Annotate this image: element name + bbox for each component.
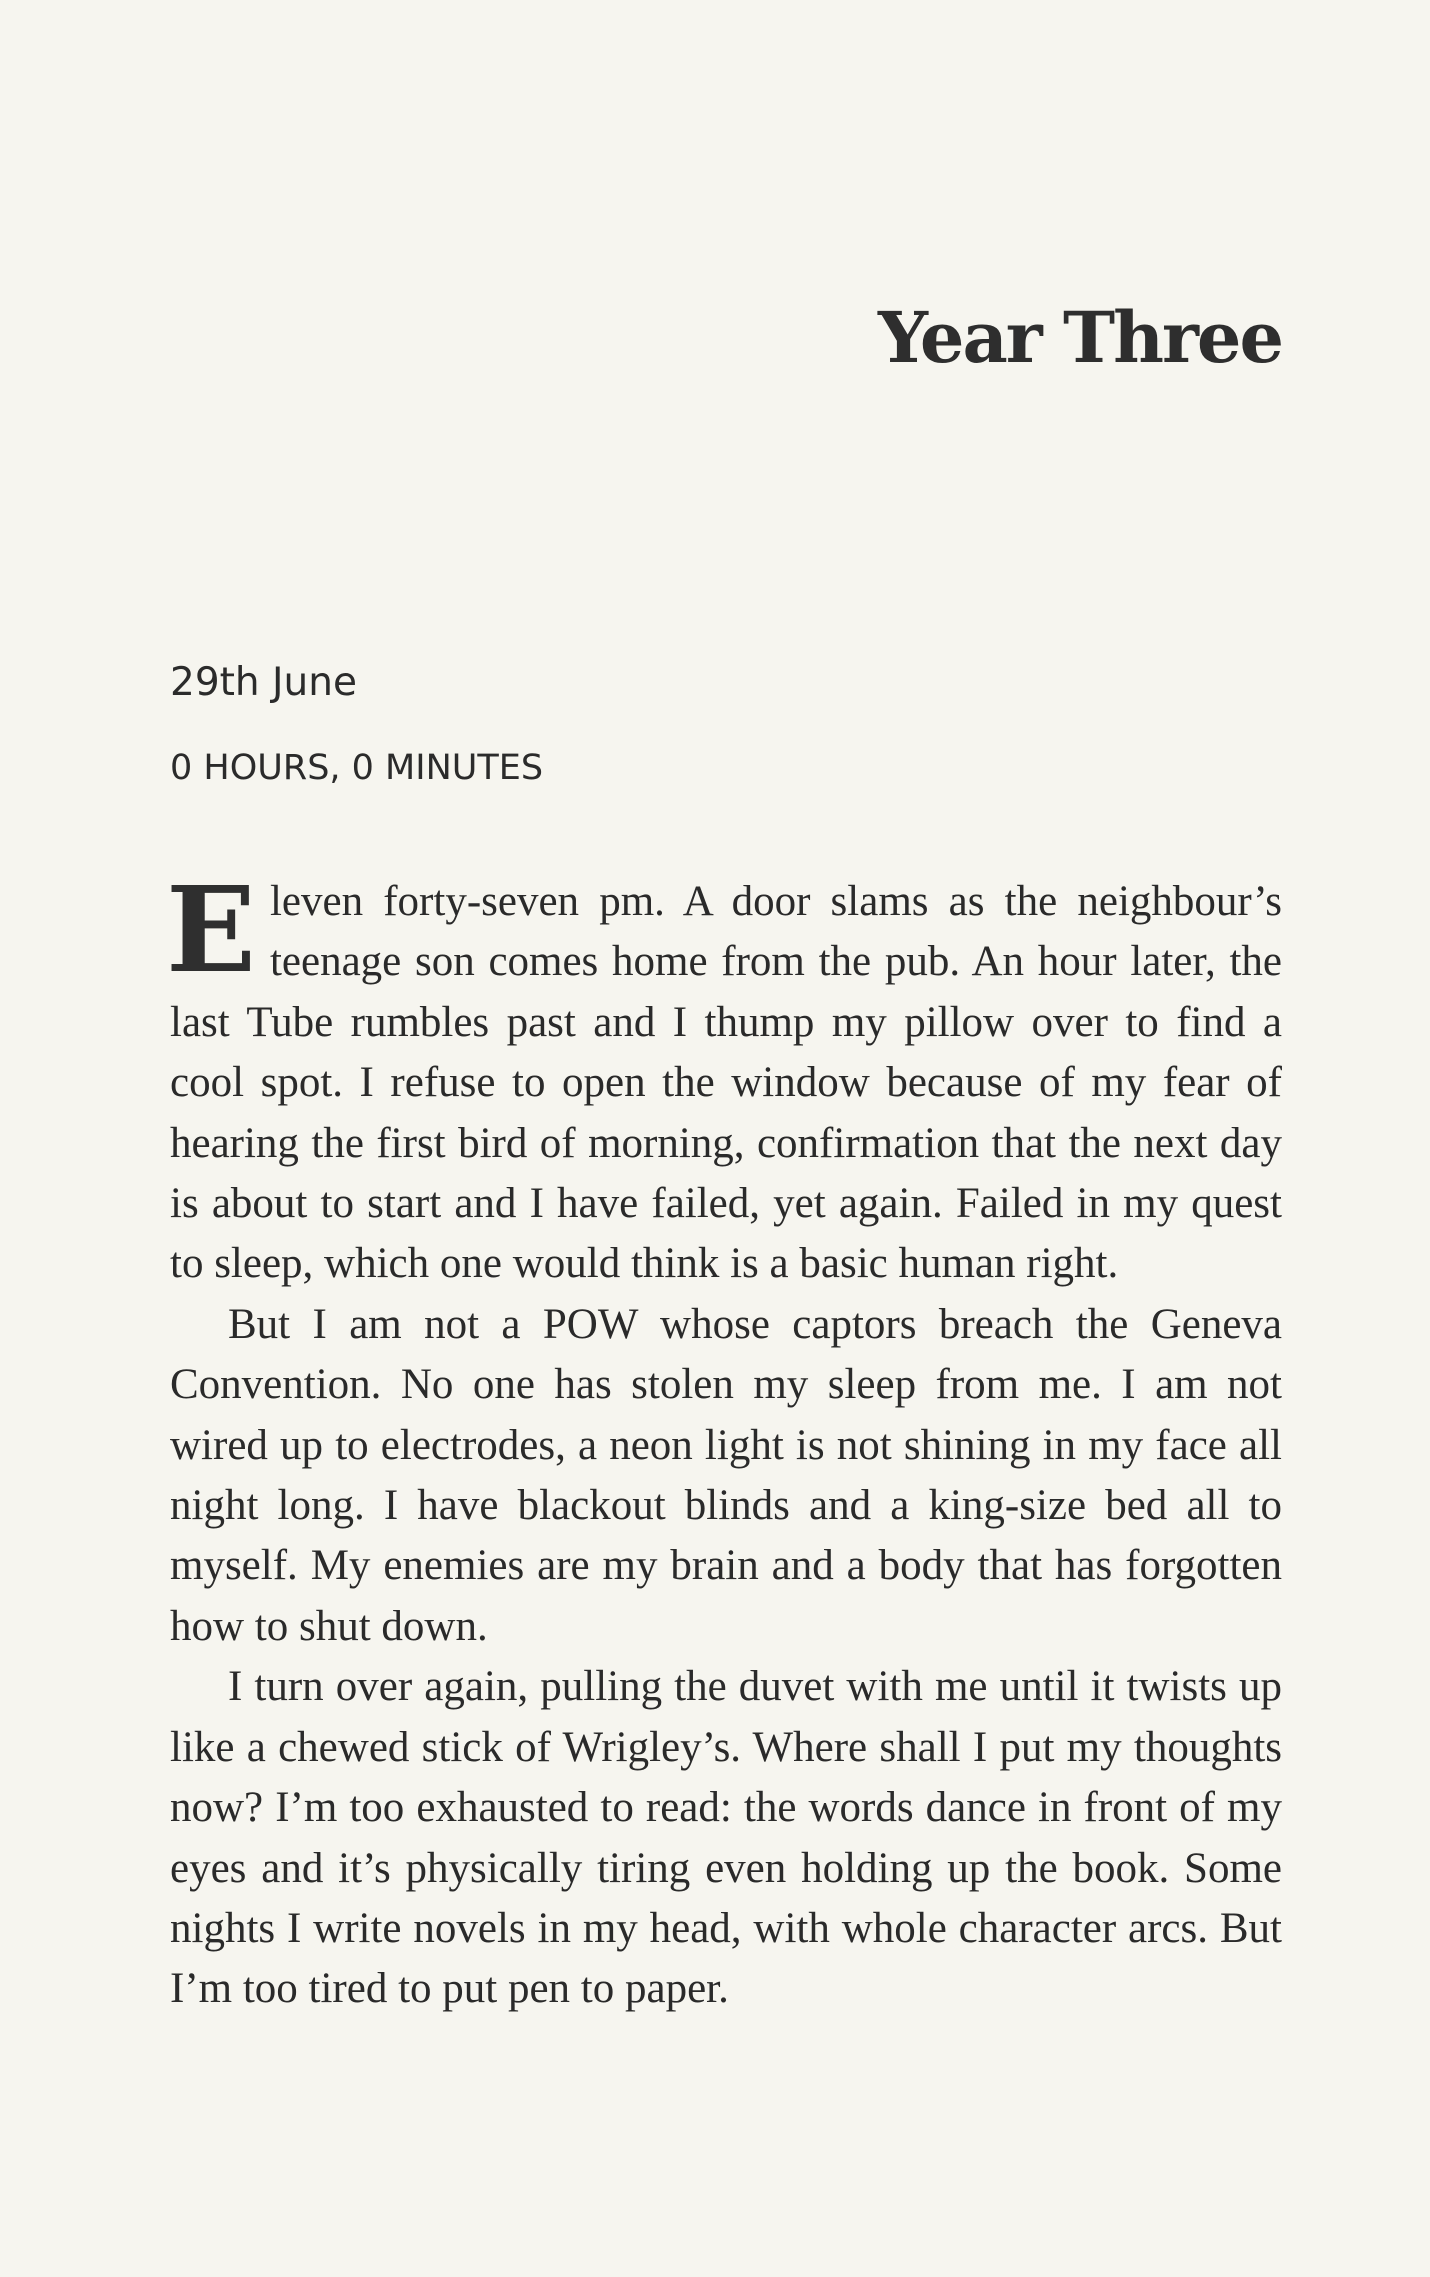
- drop-cap: E: [166, 860, 256, 999]
- paragraph-2: But I am not a POW whose captors breach the Geneva Convention. No one has stolen my sleep from me. I am not wired up to electrodes, a neon light is not shining in my face all night long. I have blackout blinds and a king-size bed all to myself. My enemies are my brain and a body that has forgotten how to shut down.: [170, 1300, 1282, 1650]
- paragraph-1: [166, 860, 1282, 1295]
- sleep-count-heading: 0 HOURS, 0 MINUTES: [170, 748, 544, 788]
- entry-date: 29th June: [170, 660, 357, 705]
- paragraph-3: I turn over again, pulling the duvet with me until it twists up like a chewed stick of Wrigley’s. Where shall I put my thoughts now? I’m too exhausted to read: the words dance in front of my eyes and it’s physically tiring even holding up the book. Some nights I write novels in my head, with whole character arcs. But I’m too tired to put pen to paper.: [170, 1663, 1282, 2013]
- chapter-title: Year Three: [878, 296, 1282, 379]
- paragraph-1-text: leven forty-seven pm. A door slams as the neighbour’s teenage son comes home from the pub. An hour later, the last Tube rumbles past and I thump my pillow over to find a cool spot. I refuse to open the window because of my fear of hearing the first bird of morning, confirmation that the next day is about to start and I have failed, yet again. Failed in my quest to sleep, which one would think is a basic human right.: [170, 878, 1282, 1288]
- body-text: [166, 860, 1282, 2020]
